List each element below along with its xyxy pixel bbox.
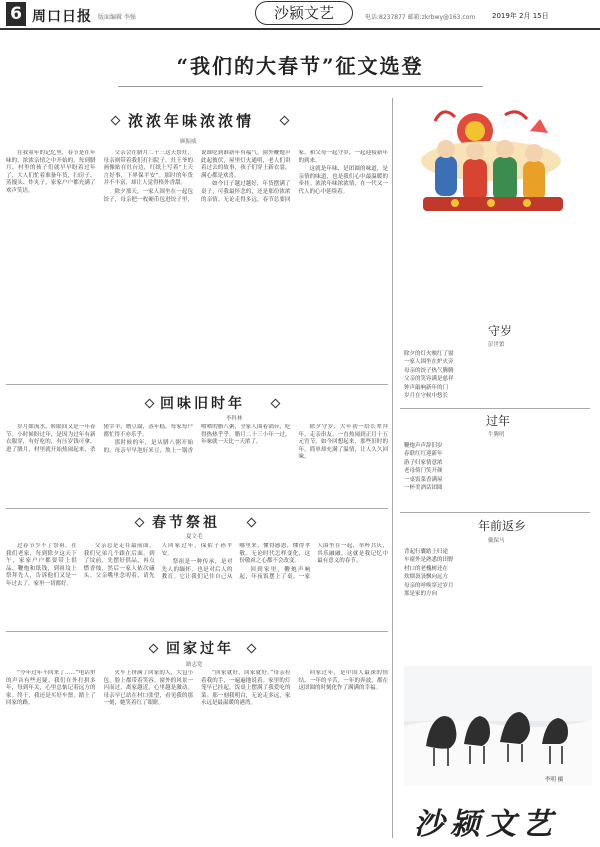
article-separator <box>6 631 388 632</box>
column-divider <box>392 98 393 838</box>
title-diamond <box>271 399 281 409</box>
paper-name: 周口日报 <box>32 9 92 25</box>
poem-author-3: 戴保马 <box>488 538 505 544</box>
contact-line: 电话:8237877 邮箱:zkrbwy@163.com <box>365 14 476 21</box>
logo-text: 沙颍文艺 <box>414 807 558 842</box>
section-title: 沙颍文艺 <box>255 1 353 25</box>
poem-body-1: 除夕的灯火映红了窗 一家人围坐在炉火旁 母亲的饺子热气腾腾 父亲的笑容满是慈祥 钟声敲响新年的门 岁月在守候中悠长 <box>404 351 454 400</box>
section-logo <box>400 795 596 841</box>
poem-title-3: 年前返乡 <box>478 519 527 533</box>
poem-body-2: 鞭炮声声辞旧岁 春联红红迎新年 游子归家情意浓 老母倚门笑开颜 一桌饭菜香满屋 一杯美酒话团圆 <box>404 443 443 492</box>
article-body-4: “今年过年不回来了……”电话里的声音有些迟疑。我们在外打拼多年，每到年关，心里总惦记着远方的家。终于，我还是买好车票，踏上了回家的路。 火车上挤满了回家的人，大包小包，脸上都带着笑容。窗外的风景一闪而过，离家越近，心里越是激动。母亲早已站在村口张望，看见我的那一刻，她笑着红了眼眶。 “回家就好，回家就好。”母亲拉着我的手，一遍遍地说着。家里的灯笼早已挂起，饭桌上摆满了我爱吃的菜。那一刻我明白，无论走多远，家永远是最温暖的港湾。 回家过年，是中国人最深的情结。一年的辛苦，一年的奔波，都在这团圆的时刻化作了满满的幸福。 <box>6 670 388 707</box>
masthead <box>0 0 600 30</box>
page-number: 6 <box>6 2 26 26</box>
poem-title-1: 守岁 <box>488 324 513 338</box>
article-title-3: 春节祭祖 <box>152 515 220 531</box>
article-body-3: 过春节少不了祭祖。在我们老家，每到除夕这天下午，家家户户都要带上供品、鞭炮和纸钱，到祖坟上祭拜先人，告诉他们又是一年过去了，家里一切都好。 父亲总是走在最前面，我们兄弟几个跟在后面。到了坟前，先摆好供品，再点燃香烛，然后一家人依次磕头。父亲嘴里念叨着，请先人回家过年，保佑子孙平安。 祭祖是一种传承，是对先人的缅怀，也是对后人的教育。它让我们记住自己从哪里来，懂得感恩，懂得孝敬。无论时代怎样变化，这份敬祖之心都不会改变。 回到家里，鞭炮声响起，年夜饭摆上了桌。一家人围坐在一起，举杯共庆，其乐融融。这就是我记忆中最有意义的春节。 <box>6 543 388 587</box>
title-diamond <box>135 518 145 528</box>
article-body-1: 在我童年的记忆里，春节是在年味的、浓浓亲情之中开始的。每到腊月，村里的孩子们就早早盼着过年了，大人们忙着准备年货，扫房子、蒸馒头、炸丸子，家家户户都充满了欢声笑语。 父亲会在腊月二十三这天祭灶，母亲则带着我们打扫院子。灶王爷的画像贴在灶台边，红纸上写着“上天言好事，下界保平安”。那时的年货并不丰富，却让人觉得格外香甜。 除夕那天，一家人围坐在一起包饺子，母亲把一枚硬币包进饺子里，说谁吃到谁新年有福气。窗外鞭炮声此起彼伏，屋里灯火通明，老人们讲着过去的故事，孩子们穿上新衣裳，满心都是欢喜。 如今日子越过越好，年货摆满了桌子，可我最怀念的，还是那份浓浓的亲情。无论走得多远，春节总要回家，和父母一起守岁，一起迎接新年的到来。 这就是年味，是团圆的味道，是亲情的味道，也是我们心中最温暖的牵挂。浓浓年味浓浓情，在一代又一代人的心中延续着。 <box>6 150 388 203</box>
poem-separator <box>400 512 590 513</box>
editors-line: 版面编辑 李强 <box>98 14 136 21</box>
title-diamond <box>149 644 159 654</box>
title-diamond <box>280 116 290 126</box>
poem-body-3: 背起行囊踏上归途 车窗外是熟悉的田野 村口的老槐树还在 炊烟袅袅飘向远方 母亲的呼唤穿过岁月 那是家的方向 <box>404 549 454 598</box>
article-separator <box>6 508 388 509</box>
article-body-2: 岁月如流水，转眼间又是一年春节。小时候盼过年，是因为过年有新衣服穿，有好吃的，有压岁钱可拿。进了腊月，村里就开始热闹起来，杀猪宰羊，磨豆腐，蒸年糕，每家每户都忙得不亦乐乎。 那时候的年，是从腊八粥开始的。母亲早早泡好米豆，熬上一锅香喷喷的腊八粥，全家人围着锅台，吃得热热乎乎。腊月二十三小年一过，年味就一天比一天浓了。 除夕守岁，大年初一给长辈拜年，走亲串友，一直热闹到正月十五元宵节。如今回想起来，那些旧时的年，简单却充满了温情，让人久久回味。 <box>6 424 388 461</box>
poem-author-1: 彭世繁 <box>488 342 505 348</box>
feature-banner: “我们的大春节”征文选登 <box>176 54 424 78</box>
title-diamond <box>247 518 257 528</box>
issue-date: 2019年 2月 15日 <box>492 12 549 20</box>
article-author-2: 李科林 <box>226 416 243 422</box>
festival-illustration <box>395 101 587 319</box>
article-author-4: 路志宽 <box>186 662 203 668</box>
article-separator <box>6 384 388 385</box>
poem-author-2: 牛腾明 <box>488 432 505 438</box>
poem-title-2: 过年 <box>486 414 511 428</box>
article-author-3: 夏文毛 <box>186 534 203 540</box>
title-diamond <box>247 644 257 654</box>
banner-rule <box>118 86 483 87</box>
article-title-4: 回家过年 <box>166 641 234 657</box>
title-diamond <box>145 399 155 409</box>
photo-credit: 李明 摄 <box>545 777 564 783</box>
poem-separator <box>400 408 590 409</box>
article-author-1: 顾振威 <box>180 139 197 145</box>
article-title-2: 回味旧时年 <box>160 396 245 412</box>
article-title-1: 浓浓年味浓浓情 <box>128 112 255 130</box>
winter-photo <box>404 666 592 786</box>
title-diamond <box>111 116 121 126</box>
